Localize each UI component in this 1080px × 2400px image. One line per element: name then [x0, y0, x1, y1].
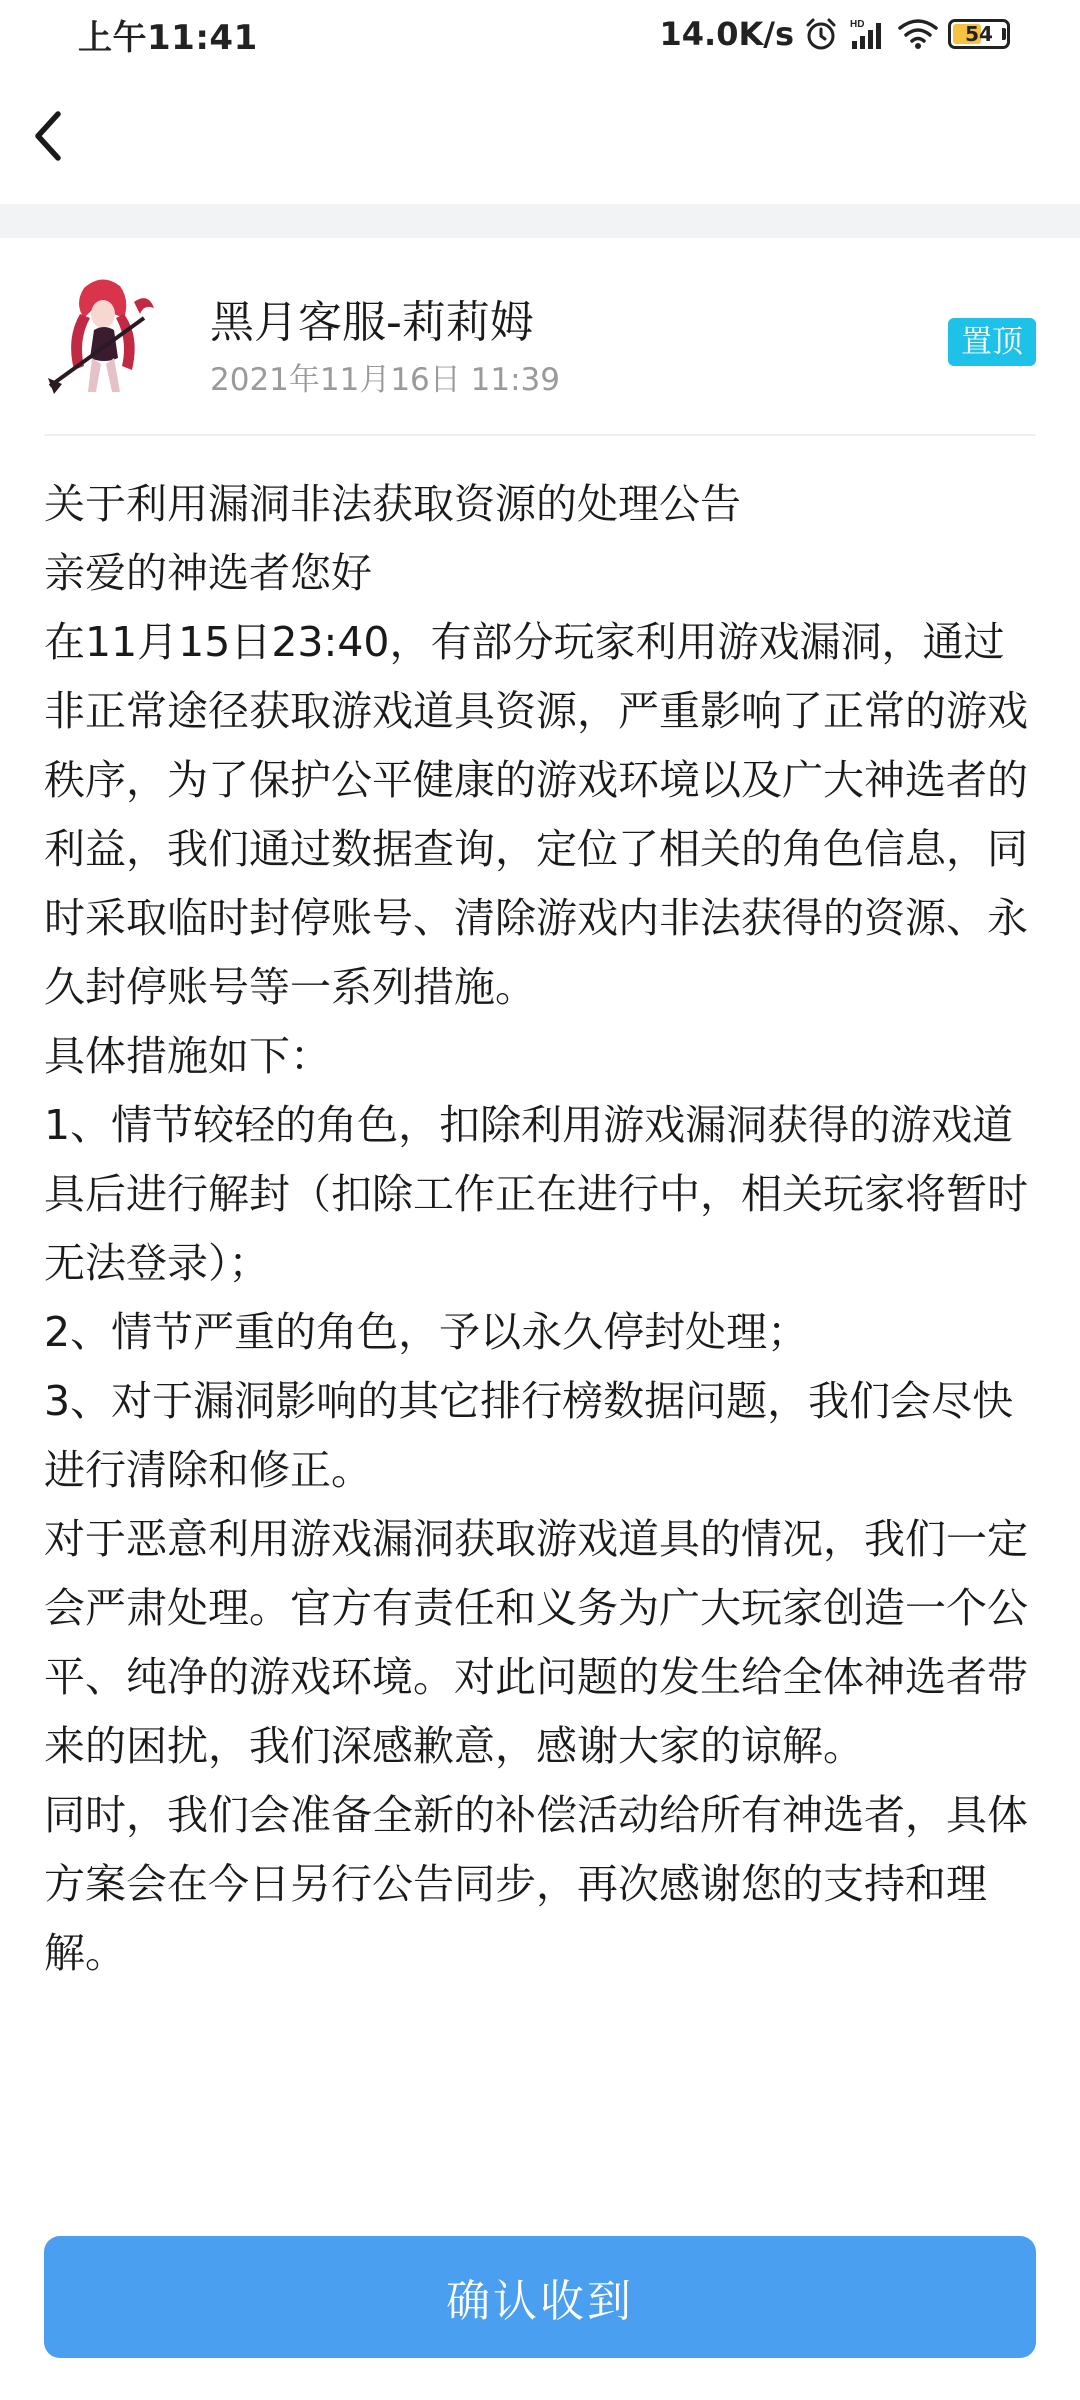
pinned-badge: 置顶: [948, 318, 1036, 366]
measure-item: 1、情节较轻的角色，扣除利用游戏漏洞获得的游戏道具后进行解封（扣除工作正在进行中，相关玩家将暂时无法登录）；: [44, 1101, 1028, 1287]
section-separator: [0, 204, 1080, 238]
post-header: [0, 238, 1080, 434]
announcement-paragraph: 在11月15日23:40，有部分玩家利用游戏漏洞，通过非正常途径获取游戏道具资源，严重影响了正常的游戏秩序，为了保护公平健康的游戏环境以及广大神选者的利益，我们通过数据查询，定位了相关的角色信息，同时采取临时封停账号、清除游戏内非法获得的资源、永久封停账号等一系列措施。: [44, 618, 1028, 1011]
post-timestamp: 2021年11月16日 11:39: [210, 362, 560, 398]
header-divider: [44, 434, 1036, 436]
status-icons: [660, 12, 1006, 56]
network-speed: 14.0K/s: [659, 15, 794, 53]
announcement-title: 关于利用漏洞非法获取资源的处理公告: [44, 480, 741, 528]
battery-body: [948, 19, 1010, 49]
announcement-body: [44, 470, 1042, 1988]
announcement-paragraph: 同时，我们会准备全新的补偿活动给所有神选者，具体方案会在今日另行公告同步，再次感谢您的支持和理解。: [44, 1791, 1028, 1977]
alarm-icon: [804, 17, 838, 51]
battery-icon: [948, 19, 1006, 49]
announcement-greeting: 亲爱的神选者您好: [44, 549, 372, 597]
confirm-received-button[interactable]: 确认收到: [44, 2236, 1036, 2358]
announcement-paragraph: 对于恶意利用游戏漏洞获取游戏道具的情况，我们一定会严肃处理。官方有责任和义务为广大玩家创造一个公平、纯净的游戏环境。对此问题的发生给全体神选者带来的困扰，我们深感歉意，感谢大家的谅解。: [44, 1515, 1028, 1770]
navigation-bar: [0, 66, 1080, 204]
status-bar: [0, 0, 1080, 66]
measures-heading: 具体措施如下：: [44, 1032, 331, 1080]
back-button[interactable]: [8, 96, 88, 176]
battery-level: 54: [965, 22, 993, 46]
measure-item: 2、情节严重的角色，予以永久停封处理；: [44, 1308, 809, 1356]
hd-signal-icon: [848, 17, 888, 51]
status-time: 上午11:41: [78, 18, 258, 58]
svg-text:HD: HD: [850, 19, 865, 30]
chevron-left-icon: [26, 108, 70, 164]
author-name[interactable]: 黑月客服-莉莉姆: [210, 297, 534, 348]
measure-item: 3、对于漏洞影响的其它排行榜数据问题，我们会尽快进行清除和修正。: [44, 1377, 1014, 1494]
author-avatar[interactable]: [44, 274, 160, 400]
wifi-icon: [898, 18, 938, 50]
